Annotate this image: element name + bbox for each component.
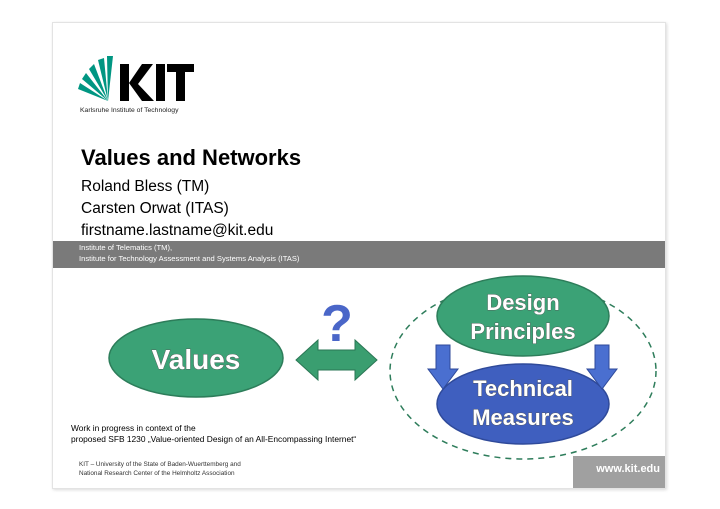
page-title: Values and Networks <box>81 145 302 170</box>
title-slide <box>52 22 666 489</box>
work-in-progress-line-2: proposed SFB 1230 „Value-oriented Design of an All-Encompassing Internet“ <box>71 434 357 444</box>
values-label: Values <box>151 344 241 375</box>
design-principles-line-2: Principles <box>470 319 576 344</box>
logo-subtitle: Karlsruhe Institute of Technology <box>80 107 179 114</box>
institute-line-1: Institute of Telematics (TM), <box>79 243 173 252</box>
design-principles-ellipse <box>437 276 609 356</box>
design-principles-line-1: Design <box>486 290 560 315</box>
contact-email: firstname.lastname@kit.edu <box>81 222 274 239</box>
question-mark-icon: ? <box>321 295 353 353</box>
values-diagram <box>53 23 665 463</box>
technical-measures-line-2: Measures <box>472 405 574 430</box>
work-in-progress-line-1: Work in progress in context of the <box>71 423 196 433</box>
author-line-1: Roland Bless (TM) <box>81 178 210 195</box>
kit-website-link[interactable]: www.kit.edu <box>596 463 660 475</box>
footer-line-1: KIT – University of the State of Baden-Wuerttemberg and <box>79 461 241 468</box>
footer-line-2: National Research Center of the Helmholtz Association <box>79 470 235 477</box>
technical-measures-line-1: Technical <box>473 376 573 401</box>
author-line-2: Carsten Orwat (ITAS) <box>81 200 229 217</box>
institute-line-2: Institute for Technology Assessment and Systems Analysis (ITAS) <box>79 254 300 263</box>
